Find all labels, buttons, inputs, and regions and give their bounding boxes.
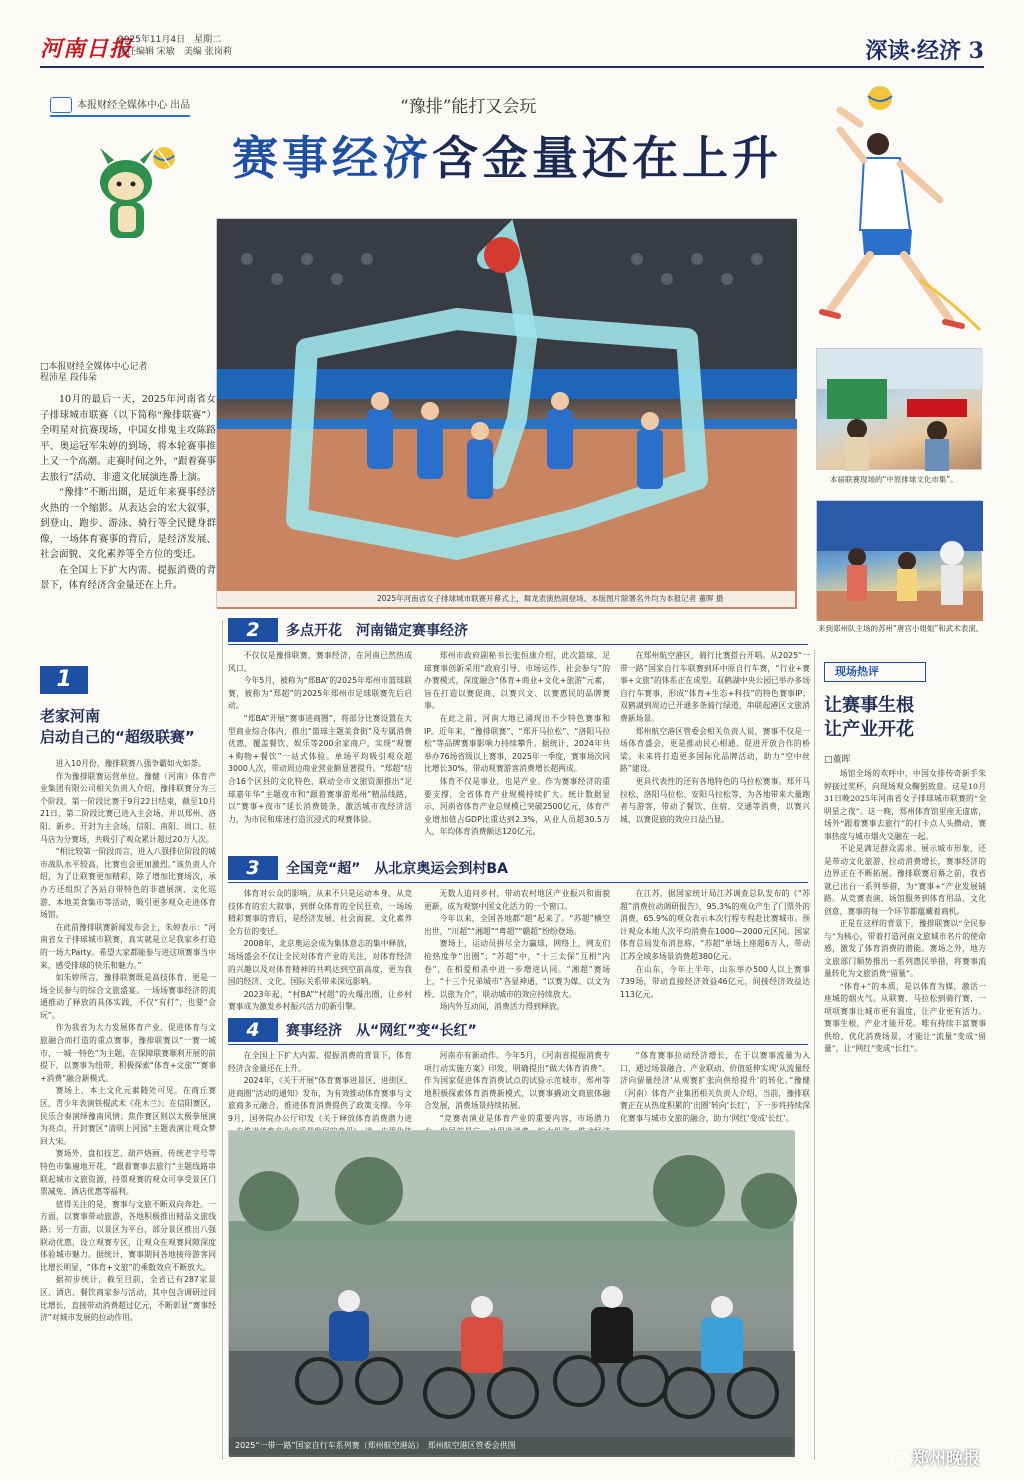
paragraph: 不仅仅是豫排联赛，赛事经济，在河南已然热成风口。 <box>228 651 412 673</box>
section-2-number: 2 <box>228 618 278 642</box>
paragraph: 在全国上下扩大内需、提振消费的背景下，体育经济含金量还在上升。 <box>228 1051 412 1073</box>
dragon-dance-photo <box>216 218 796 608</box>
cycling-scene <box>229 1131 795 1457</box>
market-photo <box>816 348 982 470</box>
masthead-rule <box>40 66 984 68</box>
paragraph: 体育对公众的影响，从来不只是运动本身。从竞技体育的宏大叙事，到群众体育的全民狂欢，一场场精彩赛事的背后，是经济发展、社会面貌、文化素养全方位的变迁。 <box>228 889 412 936</box>
editors-line: 责任编辑 宋敏 美编 张岗莉 <box>118 47 232 57</box>
paragraph: 作为豫排联赛运营单位，豫健（河南）体育产业集团有限公司相关负责人介绍，豫排联赛分为三个阶段，第一阶段比赛于9月22日结束，截至10月21日，第二阶段比赛已进入主会场，并以郑州、洛阳、新乡、开封为主会场，信阳、南阳、周口、驻马店为分赛场，共吸引了观众累计超过20万人次。 <box>40 771 216 844</box>
cycling-race-photo <box>228 1130 794 1456</box>
paragraph: 2024年，《关于开展“体育赛事进景区、进街区、进商圈”活动的通知》发布，为有效推动体育赛事与文旅商多元融合，推进体育消费提供了政策支撑。今年9月，国务院办公厅印发《关于释放体育消费潜力进 <box>228 1076 412 1123</box>
source-line <box>50 96 190 117</box>
paragraph: 在江苏，据国家统计局江苏调查总队发布的《“苏超”消费拉动调研报告》，95.3%的观众产生了门票外的消费，65.9%的观众表示本次行程专程赴比赛城市。预计观众本地人次平均消费在1000—2000元区间。国家体育总局发布消息称，“苏超”单场上座超6万人，带动江苏全域多场景消费超380亿元。 <box>620 889 810 961</box>
paragraph: 在此前豫排联赛新闻发布会上，朱婷表示：“河南省女子排球城市联赛，真实就是立足我家乡打造的一场大Party。希望大家都能参与进这项赛事当中来，感受排球的快乐和魅力。” <box>40 922 216 970</box>
section-4-col-2 <box>424 1050 610 1126</box>
comment-body <box>824 768 986 1458</box>
dragon-dance-scene <box>217 219 797 609</box>
section-3-title: 全国竞“超” 从北京奥运会到村BA <box>286 861 508 877</box>
section-4-col-1 <box>228 1050 412 1126</box>
paragraph: 体育不仅是事业，也是产业。作为赛事经济的重要支撑，全省体育产业规模持续扩大。统计数据显示，河南省体育产业总规模已突破2500亿元，体育产业增加值占GDP比重达到2.3%，从业人员超30.5万人，年均体育消费额达120亿元。 <box>424 776 610 837</box>
paragraph: 赛场外，盘扣技艺、葫芦烙画、传统老字号等特色市集遍地开花，“跟着赛事去旅行”主题线路串联起城市文旅资源，持票观赛的观众可享受景区门票减免、酒店优惠等福利。 <box>40 1149 216 1197</box>
paragraph: 在山东，今年上半年，山东举办500人以上赛事739场，带动直接经济效益46亿元，间接经济效益达113亿元。 <box>620 964 810 999</box>
paragraph: 不论是满足群众需求、展示城市形象，还是带动文化旅游、拉动消费增长，赛事经济的边界正在不断拓展。豫排联赛启幕之前，我省就已出台一系列举措，为“赛事+”产业发展铺路。从竞赛表演、场馆服务到体育用品、文化创意，赛事的每一个环节都蕴藏着商机。 <box>824 844 986 916</box>
performance-photo <box>816 500 982 620</box>
paragraph: 2008年，北京奥运会成为集体意志的集中释放，场场盛会不仅让全民对体育产业的关注，对体育经济的兴趣以及对体育精神的共鸣达到空前高度，更为我国的经济、文化、国际关系带来深远影响。 <box>228 939 412 987</box>
paragraph: “体育赛事拉动经济增长，在于以赛事流量为入口，通过场景融合、产业联动、价值延伸实现‘从流量经济向留量经济’从观赛扩张向供给提升’的转化。”豫健（河南）体育产业集团相关负责人介绍，当前，豫排联赛正在从热度积累的‘出圈’转向‘长红’，下一步将持续深化赛事与城市文旅的融合，助力‘网红’变成‘长红’。 <box>620 1051 810 1123</box>
paragraph: 据初步统计，截至目前，全省已有287家景区、酒店、餐饮商家参与活动，其中包含调研过同比增长，直接带动消费超过亿元，不断彰显“赛事经济”对城市发展的拉动作用。 <box>40 1275 216 1323</box>
paragraph: 无数人追问乡村，带动农村地区产业振兴和面貌更新，成为观察中国文化活力的一个窗口。 <box>424 889 610 911</box>
paragraph: 如朱婷所言，豫排联赛既是高技体育，更是一场全民参与的综合文旅盛宴。一场场赛事经济的流通推动了释放的具体实践，不仅“有打”，也要“会玩”。 <box>40 973 216 1020</box>
paragraph: “体育+”的本质，是以体育为媒，激活一座城的烟火气。从联赛、马拉松到骑行赛，一项项赛事让城市更有温度，让产业更有活力。赛事生根，产业才能开花。唯有持续丰富赛事供给、优化消费场景，才能让“流量”变成“留量”，让“网红”变成“长红”。 <box>824 981 986 1053</box>
comment-author: □董晖 <box>824 755 851 765</box>
paragraph: 赛场上，本土文化元素随处可见。在商丘赛区，青少年表演铁棍武术《花木兰》；在信阳赛区，民乐合奏演绎豫南风情；焦作赛区则以太极拳展演为亮点，开封赛区“清明上河园”主题表演让观众梦回大宋。 <box>40 1086 216 1146</box>
performance-scene <box>817 501 983 621</box>
paragraph: “竞赛表演业是体育产业的重要内容，市场潜力 <box>439 1113 610 1123</box>
column-divider <box>222 620 223 1460</box>
volleyball-player-illustration <box>800 80 990 350</box>
comment-title: 让赛事生根 让产业开花 <box>824 695 914 740</box>
section-3-rule <box>228 882 808 883</box>
section-1-title: 老家河南 启动自己的“超级联赛” <box>40 707 195 746</box>
paragraph: 更具代表性的还有各地特色的马拉松赛事。郑开马拉松、洛阳马拉松、安阳马拉松等，为各地带来大量跑者与游客，带动了餐饮、住宿、交通等消费，以赛兴城、以赛促旅的效应日益凸显。 <box>620 776 810 824</box>
section-3-col-1 <box>228 888 412 1014</box>
paragraph: 赛场上，运动员拼尽全力赢球，网络上，网友们抢热度争“出圈”；“苏超”中，“十三太保”互相“内卷”，在相爱相杀中进一步增进认同。“湘超”赛场上，“十三个兄弟城市”各显神通，“以赛为媒、以文为桥、以旅为介”，联动城市的效应持续放大。 <box>424 939 610 999</box>
section-3-col-2 <box>424 888 610 1014</box>
byline-text: □本报财经全媒体中心记者 程沛星 段伟朵 <box>40 362 148 383</box>
newspaper-logo: 河南日报 <box>40 36 133 62</box>
paragraph: 今年以来，全国各地都“超”起来了。“苏超”横空出世，“川超”“湘超”“粤超”“赣超”纷纷登场。 <box>424 914 610 936</box>
section-2-title: 多点开花 河南锚定赛事经济 <box>286 623 468 639</box>
issue-date: 2025年11月4日 星期二 <box>118 35 222 45</box>
section-2-rule <box>228 644 808 645</box>
section-3-col-3 <box>620 888 810 1014</box>
section-4-col-3 <box>620 1050 810 1126</box>
hero-caption: 2025年河南省女子排球城市联赛开幕式上，舞龙表演热闹登场。本版图片除署名外均为本报记者 董晖 摄 <box>217 591 795 607</box>
headline-highlight: 赛事经济 <box>232 131 432 185</box>
column-divider <box>814 650 815 1460</box>
section-2-col-1 <box>228 650 412 850</box>
paragraph: 郑州市政府副秘书长张恒康介绍，此次篮球、足球赛事创新采用“政府引导、市场运作、社会参与”的办赛模式，深度融合“体育+商业+文化+旅游”元素，旨在打造以赛促商、以赛兴文、以赛惠民的品牌赛事。 <box>424 651 610 711</box>
lead-paragraph: 10月的最后一天，2025年河南省女子排球城市联赛（以下简称“豫排联赛”）全明星对抗赛现场，中国女排鬼主攻陈路平、奥运冠军朱婷的到场，将本轮赛事推上又一个高潮。走赛时间之外，“跟着赛事去旅行”活动、非遗文化展演连番上演。 <box>40 394 216 483</box>
kicker: “豫排”能打又会玩 <box>400 97 537 117</box>
watermark-text: 郑州晚报 <box>912 1449 980 1469</box>
paragraph: 在此之前，河南大地已涌现出不少特色赛事和IP。近年来，“豫排联赛”、“郑开马拉松”、“洛阳马拉松”等品牌赛事影响力持续攀升。据统计，2024年共举办76场省级以上赛事，2025年一季度，赛事场次同比增长30%，带动观赛游客消费增长超两成。 <box>424 713 610 774</box>
headline-rest: 含金量还在上升 <box>432 131 782 185</box>
paragraph: 郑州航空港区管委会相关负责人说，赛事不仅是一场体育盛会，更是推动民心相通、促进开放合作的桥梁。未来将打造更多国际化品牌活动，助力“空中丝路”建设。 <box>620 726 810 774</box>
newspaper-icon <box>50 97 72 113</box>
section-1-body <box>40 758 216 1458</box>
section-3-header <box>228 856 808 882</box>
section-4-title: 赛事经济 从“网红”变“长红” <box>286 1023 477 1039</box>
paragraph: 正是在这样的背景下，豫排联赛以“全民参与”为核心，带着打造河南文旅城市名片的使命感，激发了体育消费的潜能。赛场之外，地方文旅部门顺势推出一系列惠民举措，将赛事流量转化为文旅消费“留量”。 <box>824 919 986 978</box>
mascot-illustration <box>78 140 178 260</box>
cycling-caption: 2025“一带一路”国家自行车系列赛（郑州航空港站） 郑州航空港区管委会供图 <box>229 1437 793 1455</box>
lead-paragraph: “豫排”不断出圈，是近年来赛事经济火热的一个缩影。从表达会的宏大叙事，到登山、跑步、游泳、骑行等全民健身群像，一场体育赛事的背后，是经济发展、社会面貌、文化素养等全方位的变迁。 <box>40 487 216 560</box>
paragraph: 值得关注的是，赛事与文旅不断双向奔赴。一方面，以赛事带动旅游，各地积极推出精品文旅线路；另一方面，以景区为平台，部分景区推出八强联动优惠，设立观赛专区，让观众在观赛间隙深度体验城市魅力。据统计，赛事期间各地接待游客同比增长明显，“体育+文旅”的乘数效应不断放大。 <box>40 1199 216 1272</box>
watermark <box>890 1444 980 1469</box>
headline <box>232 122 782 188</box>
section-4-number: 4 <box>228 1018 278 1042</box>
paragraph: 场内外互动间，消费活力得到释放。 <box>439 1002 565 1012</box>
market-caption: 本届联赛现场的“中原排球文化市集”。 <box>830 475 958 484</box>
byline <box>40 362 148 384</box>
section-2-col-3 <box>620 650 810 850</box>
masthead-info <box>118 34 232 58</box>
paragraph: 2023年起，“村BA”“村超”的火爆出圈，让乡村赛事成为激发乡村振兴活力的新引擎。 <box>228 989 412 1012</box>
market-scene <box>817 349 983 471</box>
paragraph: 场馆全场的欢呼中，中国女排传奇新手朱婷接过奖杯，向现场观众鞠躬致意。这是10月31日晚2025年河南省女子排球城市联赛的“全明星之夜”。这一晚，郑州体育馆里座无虚席，场外“跟着赛事去旅行”的打卡点人头攒动，赛事热度与城市烟火交融在一起。 <box>824 769 986 841</box>
section-3-number: 3 <box>228 856 278 880</box>
page-section-tag: 深读·经济 3 <box>865 38 984 64</box>
weibo-icon <box>890 1452 908 1466</box>
paragraph: 河南亦有新动作。今年5月，《河南省提振消费专项行动实施方案》印发，明确提出“做大体育消费”。作为国家促进体育消费试点的试验示范城市，郑州等地积极探索体育消费新模式，以赛事撬动文商旅体融合发展，消费场景持续拓展。 <box>424 1051 610 1111</box>
lead-paragraph: 在全国上下扩大内需、提振消费的背景下，体育经济含金量还在上升。 <box>40 564 216 591</box>
paragraph: 在郑州航空港区，骑行比赛搭台开唱。从2025“一带一路”国家自行车联赛到环中原自行车赛，“行业+赛事+文旅”的体系正在成型。双鹤湖中央公园已举办多场自行车赛事，形成“体育+生态+科技”的特色赛事IP；双鹤湖到周边已开通多条骑行绿道，串联起港区文旅消费新场景。 <box>620 651 810 723</box>
paragraph: 今年5月，被称为“郑BA”的2025年郑州市篮球联赛，被称为“郑超”的2025年郑州市足球联赛先后启动。 <box>228 676 412 711</box>
section-2-header <box>228 618 808 644</box>
paragraph: 进入10月份，豫排联赛八强争霸如火如荼。 <box>55 759 206 768</box>
section-4-rule <box>228 1044 808 1045</box>
lead-paragraphs <box>40 392 216 594</box>
paragraph: “相比较第一阶段而言，进入八强排位阶段的城市战队水平较高，比赛也会更加激烈。”该负责人介绍，为了让联赛更加精彩，除了增加比赛场次，承办方还组织了各站自带特色的非遗展演、文化巡游、本地美食集市等活动，吸引更多观众走进体育场馆。 <box>40 847 216 920</box>
performance-caption: 来到郑州队主场的苏州“唐宫小姐姐”和武术表演。 <box>818 624 984 633</box>
source-text: 本报财经全媒体中心 出品 <box>77 100 191 111</box>
paragraph: “郑BA”开展“赛事进商圈”，将部分比赛设置在大型商业综合体内，推出“篮球主题美食街”及专属消费优惠，覆盖餐饮、娱乐等200余家商户，实现“观赛+购物+餐饮”一站式体验。单场平均吸引观众超3000人次，带动周边商业营业额显著提升。“郑超”结合16个区县的文化特色，联动全市文旅资源推出“足球嘉年华”主题夜市和“跟着赛事游郑州”精品线路，以“赛事+夜市”延长消费链条，激活城市夜经济活力，为市民和球迷打造沉浸式的观赛体验。 <box>228 713 412 824</box>
section-4-header <box>228 1018 808 1044</box>
section-2-col-2 <box>424 650 610 850</box>
section-1-number: 1 <box>40 666 88 694</box>
comment-tag: 现场热评 <box>824 662 926 682</box>
paragraph: 作为我省为大力发展体育产业、促进体育与文旅融合而打造的重点赛事，豫排联赛以“一赛一城市、一城一特色”为主题，在保障联赛顺利开展的前提下，以赛事为纽带，积极探索“体育+文旅”“赛事+消费”融合新模式。 <box>40 1023 216 1083</box>
